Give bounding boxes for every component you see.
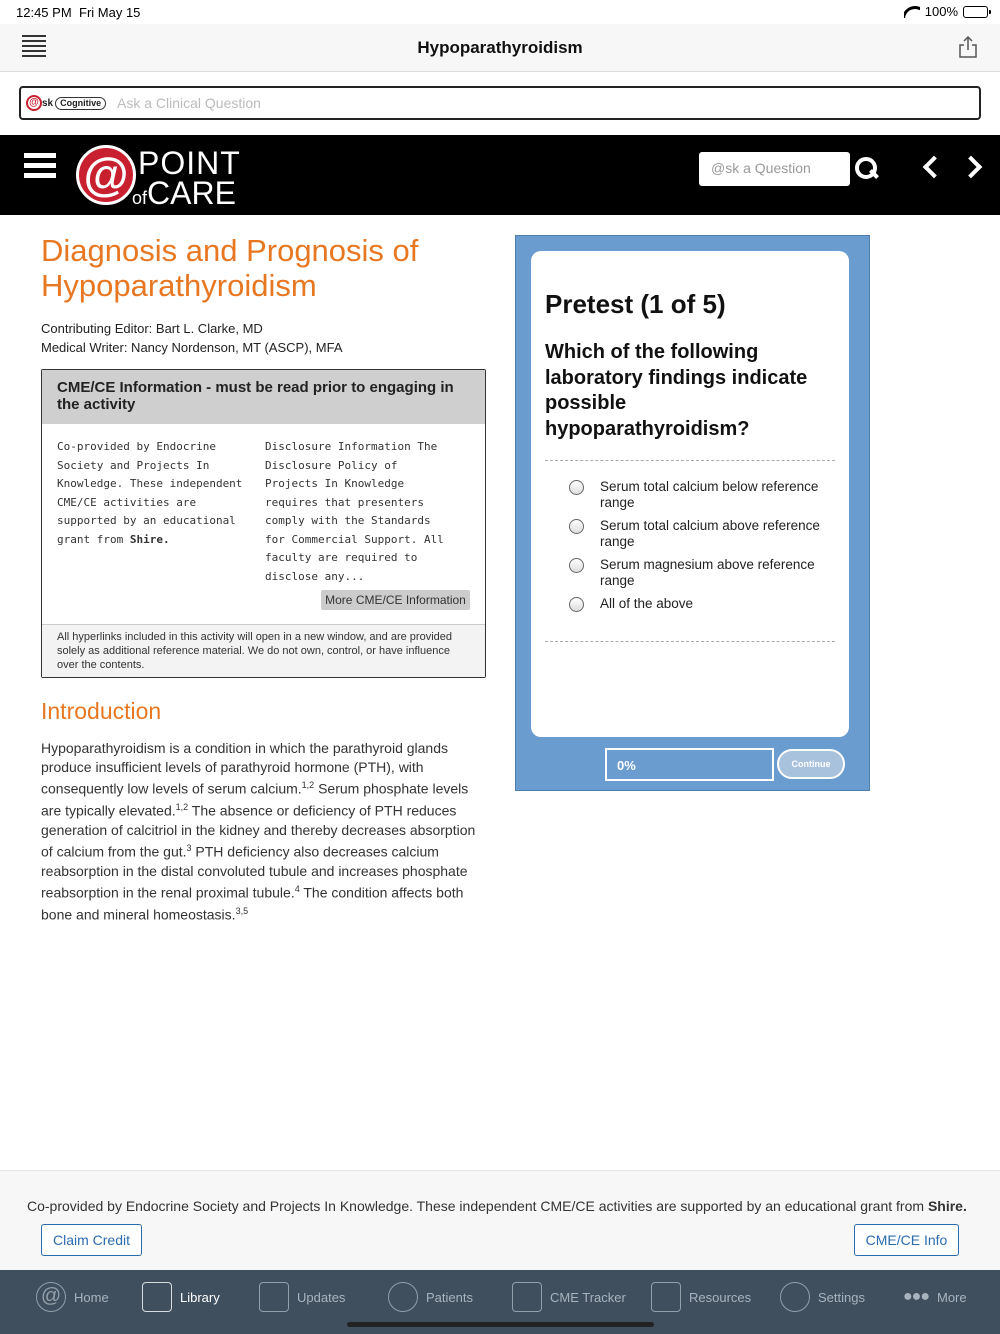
pretest-question: Which of the following laboratory findings indicate possible hypoparathyroidism? [545, 341, 808, 440]
tab-label: Settings [818, 1289, 865, 1305]
more-cme-info-button[interactable]: More CME/CE Information [321, 590, 470, 610]
tab-cme-tracker[interactable] [512, 1282, 626, 1312]
citation-ref[interactable]: 3 [186, 843, 192, 854]
citation-ref[interactable]: 1,2 [175, 802, 189, 813]
home-indicator[interactable] [347, 1322, 654, 1327]
pretest-option[interactable] [569, 596, 835, 612]
cme-provider-text [57, 438, 247, 586]
battery-percent: 100% [924, 4, 958, 19]
footer-note-body: Co-provided by Endocrine Society and Projects In Knowledge. These independent CME/CE activities are supported by an educational grant from [27, 1198, 925, 1214]
cme-footer [0, 1170, 1000, 1270]
pretest-option[interactable] [569, 557, 835, 589]
article-title: Diagnosis and Prognosis of Hypoparathyroidism [41, 233, 419, 303]
tab-label: Library [180, 1289, 220, 1305]
cme-provider-body: Co-provided by Endocrine Society and Projects In Knowledge. These independent CME/CE activities are supported by an educational grant from [57, 440, 243, 546]
top-nav-bar [0, 24, 1000, 72]
tab-resources[interactable] [651, 1282, 751, 1312]
tab-label: Home [74, 1289, 109, 1305]
hamburger-menu-icon[interactable] [24, 153, 56, 179]
medical-writer: Medical Writer: Nancy Nordenson, MT (ASCP), MFA [41, 340, 343, 355]
footer-note [27, 1198, 967, 1214]
tab-home[interactable] [36, 1282, 109, 1312]
header-search-input[interactable]: @sk a Question [699, 152, 850, 186]
contributing-editor: Contributing Editor: Bart L. Clarke, MD [41, 321, 263, 336]
search-icon[interactable] [855, 157, 877, 179]
footer-note-sponsor: Shire. [927, 1198, 967, 1214]
back-arrow-icon[interactable] [923, 156, 946, 179]
tab-library[interactable] [142, 1282, 220, 1312]
download-icon [259, 1282, 289, 1312]
book-icon [142, 1282, 172, 1312]
citation-ref[interactable]: 4 [294, 884, 300, 895]
tab-label: Updates [297, 1289, 346, 1305]
intro-sentence: PTH deficiency also decreases calcium reabsorption in the distal convoluted tubule and increases phosphate reabsorption in the renal proximal tubule. [41, 843, 468, 901]
at-logo-icon: @ [26, 95, 42, 111]
pretest-card [531, 251, 849, 737]
ask-cognitive-logo [26, 95, 106, 111]
intro-sentence: Hypoparathyroidism is a condition in which the parathyroid glands produce insufficient levels of parathyroid hormone (PTH), with consequently low levels of serum calcium. [41, 740, 448, 797]
logo-care-text [132, 175, 236, 212]
status-date: Fri May 15 [79, 5, 141, 20]
battery-icon [963, 6, 988, 18]
intro-sentence: Serum phosphate levels are typically elevated. [41, 780, 469, 820]
pretest-progress: 0% [605, 748, 774, 781]
ask-logo-text: sk [42, 97, 54, 109]
ask-clinical-question-bar[interactable] [19, 86, 981, 120]
claim-credit-button[interactable]: Claim Credit [41, 1224, 142, 1256]
ask-question-input[interactable]: Ask a Clinical Question [117, 95, 261, 111]
page-title: Hypoparathyroidism [417, 38, 583, 57]
status-time: 12:45 PM [16, 5, 72, 20]
cme-disclosure-text: Disclosure Information The Disclosure Policy of Projects In Knowledge requires that presenters comply with the Standards for Commercial Support. All faculty are required to disclose any... [265, 440, 444, 583]
radio-button[interactable] [569, 519, 584, 534]
document-icon [651, 1282, 681, 1312]
at-circle-logo-icon: @ [76, 145, 136, 205]
cme-box-columns [42, 424, 485, 590]
pretest-option[interactable] [569, 479, 835, 511]
point-of-care-header [0, 135, 1000, 215]
tab-updates[interactable] [259, 1282, 345, 1312]
option-label: All of the above [600, 596, 694, 611]
introduction-text [41, 739, 486, 925]
people-icon [388, 1282, 418, 1312]
pretest-options [545, 461, 835, 641]
pretest-title: Pretest (1 of 5) [545, 289, 726, 319]
tab-label: CME Tracker [550, 1289, 626, 1305]
intro-sentence: The condition affects both bone and mineral homeostasis. [41, 884, 464, 924]
pretest-panel [515, 235, 870, 791]
tab-label: More [937, 1289, 967, 1305]
article-credits [41, 319, 486, 357]
tab-more[interactable] [903, 1282, 967, 1312]
cme-provider-sponsor: Shire. [129, 532, 170, 546]
pretest-option[interactable] [569, 518, 835, 550]
point-of-care-logo [76, 145, 256, 211]
cme-hyperlink-disclaimer: All hyperlinks included in this activity will open in a new window, and are provided solely as additional reference material. We do not own, control, or have influence over the contents. [42, 624, 485, 677]
more-dots-icon: ●●● [903, 1288, 929, 1305]
radio-button[interactable] [569, 558, 584, 573]
logo-care-word: CARE [147, 175, 236, 211]
tab-settings[interactable] [780, 1282, 865, 1312]
option-label: Serum total calcium below reference range [600, 479, 819, 510]
forward-arrow-icon[interactable] [960, 156, 983, 179]
logo-point-text: POINT [138, 145, 241, 181]
share-icon[interactable] [958, 35, 978, 59]
citation-ref[interactable]: 3,5 [235, 906, 249, 917]
logo-of-text: of [132, 188, 148, 208]
radio-button[interactable] [569, 597, 584, 612]
divider [545, 641, 835, 642]
tab-label: Patients [426, 1289, 473, 1305]
intro-sentence: The absence or deficiency of PTH reduces generation of calcitriol in the kidney and thereby decreases absorption of calcium from the gut. [41, 803, 476, 860]
cme-box-heading: CME/CE Information - must be read prior to engaging in the activity [42, 370, 485, 424]
cme-info-button[interactable]: CME/CE Info [854, 1224, 959, 1256]
cognitive-badge: Cognitive [55, 97, 106, 110]
status-bar [0, 0, 1000, 24]
article [41, 233, 486, 925]
tab-label: Resources [689, 1289, 752, 1305]
home-at-icon: @ [36, 1282, 66, 1312]
option-label: Serum magnesium above reference range [600, 557, 815, 588]
status-right [904, 4, 988, 19]
introduction-heading: Introduction [41, 698, 162, 724]
radio-button[interactable] [569, 480, 584, 495]
checklist-icon [512, 1282, 542, 1312]
continue-button[interactable]: Continue [777, 749, 845, 779]
gear-icon [780, 1282, 810, 1312]
option-label: Serum total calcium above reference range [600, 518, 820, 549]
cme-info-box [41, 369, 486, 678]
tab-patients[interactable] [388, 1282, 473, 1312]
citation-ref[interactable]: 1,2 [301, 780, 315, 791]
wifi-icon [904, 6, 920, 18]
